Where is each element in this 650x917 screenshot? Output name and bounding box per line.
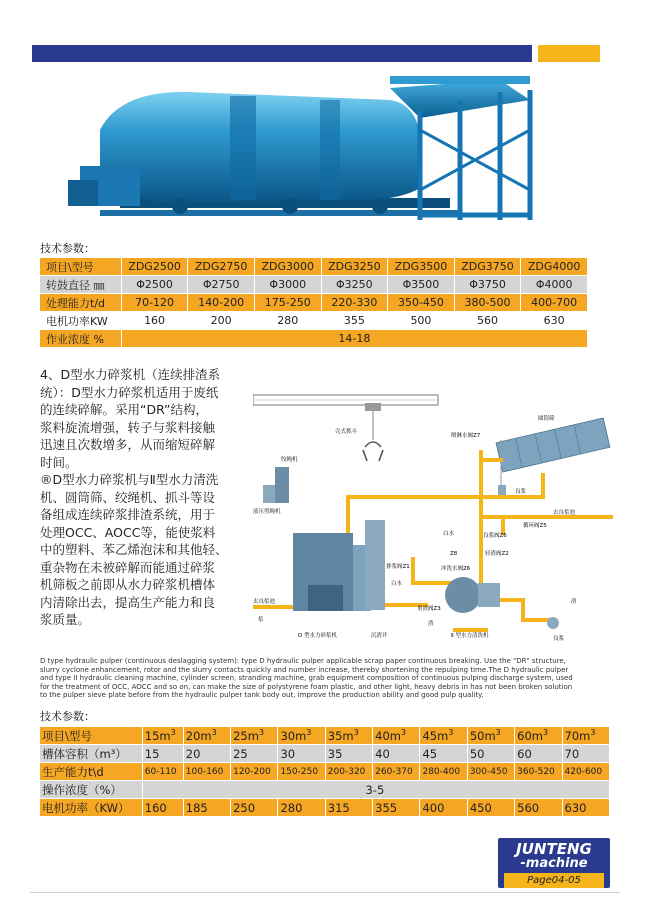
table-cell: $40m^3$ bbox=[373, 727, 420, 745]
label-white-water-2: 白水 bbox=[391, 581, 403, 587]
table-cell: 电机功率KW bbox=[40, 312, 121, 330]
table-cell: 70 bbox=[562, 745, 609, 763]
text-line: and type II hydraulic cleaning machine, cylinder screen, stranding machine, grab equipment composition of continuous pulping discharge system, used bbox=[40, 674, 573, 683]
description-cn bbox=[40, 366, 255, 629]
spec-table-d-pulper bbox=[40, 727, 610, 817]
text-line: 机筛板之前即从水力碎浆机槽体 bbox=[40, 577, 216, 592]
table-cell: 150-250 bbox=[278, 763, 325, 781]
table-cell: Φ4000 bbox=[521, 276, 588, 294]
label-slag-hopper: 液压剪绳机 bbox=[253, 509, 281, 515]
table-cell: 185 bbox=[183, 799, 230, 817]
table-cell: $50m^3$ bbox=[467, 727, 514, 745]
table-cell: 生产能力t\d bbox=[40, 763, 142, 781]
table-cell: 25 bbox=[231, 745, 278, 763]
text-line: 中的塑料、苯乙烯泡沫和其他轻、 bbox=[40, 542, 228, 557]
table-cell: $45m^3$ bbox=[420, 727, 467, 745]
table-cell: 15 bbox=[142, 745, 183, 763]
table-cell: ZDG3000 bbox=[254, 258, 321, 276]
table-cell: ZDG4000 bbox=[521, 258, 588, 276]
table-cell: 200-320 bbox=[325, 763, 372, 781]
table-cell: 560 bbox=[454, 312, 521, 330]
table-cell: $25m^3$ bbox=[231, 727, 278, 745]
table-cell: 140-200 bbox=[188, 294, 255, 312]
table-cell: 300-450 bbox=[467, 763, 514, 781]
table-row bbox=[40, 763, 610, 781]
table-cell: $70m^3$ bbox=[562, 727, 609, 745]
table-cell: $35m^3$ bbox=[325, 727, 372, 745]
table-row bbox=[40, 781, 610, 799]
table-cell: 560 bbox=[515, 799, 562, 817]
text-line: slurry cyclone enhancement, rotor and the slurry contacts quickly and number increase, thereby shortening the repulping time.The D hydraulic pulper bbox=[40, 665, 569, 674]
label-sediment: 沉渣井 bbox=[371, 633, 388, 639]
table-cell: ZDG3500 bbox=[388, 258, 455, 276]
table-cell: 操作浓度（%） bbox=[40, 781, 142, 799]
label-rinse-valve: 冲洗水阀Z6 bbox=[441, 566, 471, 572]
label-d-pulper: D 型水力碎浆机 bbox=[298, 633, 337, 639]
table-cell: 40 bbox=[373, 745, 420, 763]
text-line: 浆质量。 bbox=[40, 612, 91, 627]
table-cell: Φ2500 bbox=[121, 276, 188, 294]
table-cell: ZDG3750 bbox=[454, 258, 521, 276]
label-white-water: 白水 bbox=[443, 531, 455, 537]
drum-pulper-illustration bbox=[60, 70, 580, 238]
table-cell: Φ3500 bbox=[388, 276, 455, 294]
table-cell: ZDG2750 bbox=[188, 258, 255, 276]
table-cell: 60-110 bbox=[142, 763, 183, 781]
table-cell: 70-120 bbox=[121, 294, 188, 312]
footer-divider bbox=[30, 892, 620, 893]
table-cell: 280 bbox=[254, 312, 321, 330]
table-cell: 400 bbox=[420, 799, 467, 817]
table-cell: 315 bbox=[325, 799, 372, 817]
text-line: 内清除出去，提高生产能力和良 bbox=[40, 594, 216, 610]
table-cell: 220-330 bbox=[321, 294, 388, 312]
table-cell: ZDG3250 bbox=[321, 258, 388, 276]
table-cell: 500 bbox=[388, 312, 455, 330]
table-cell: 355 bbox=[321, 312, 388, 330]
table-cell: $30m^3$ bbox=[278, 727, 325, 745]
table-cell: 280 bbox=[278, 799, 325, 817]
table-cell: 160 bbox=[121, 312, 188, 330]
table-cell: 项目\型号 bbox=[40, 727, 142, 745]
table-cell: 400-700 bbox=[521, 294, 588, 312]
page-number: Page04-05 bbox=[504, 873, 604, 888]
table-header-row bbox=[40, 258, 588, 276]
table-cell: 60 bbox=[515, 745, 562, 763]
description-en bbox=[40, 657, 620, 700]
table-cell: 380-500 bbox=[454, 294, 521, 312]
table-cell: 槽体容积（m³） bbox=[40, 745, 142, 763]
text-line: 处理OCC、AOCC等，能使浆料 bbox=[40, 524, 216, 540]
table-cell: Φ3750 bbox=[454, 276, 521, 294]
text-line: 的连续碎解。采用“DR”结构， bbox=[40, 402, 208, 417]
table-cell: 350-450 bbox=[388, 294, 455, 312]
label-spray-valve: 喷淋水阀Z7 bbox=[451, 433, 481, 439]
table-cell: $60m^3$ bbox=[515, 727, 562, 745]
tech-params-label-1: 技术参数： bbox=[40, 242, 95, 255]
table-cell: 355 bbox=[373, 799, 420, 817]
label-slag: 渣 bbox=[571, 599, 577, 605]
table-cell: 420-600 bbox=[562, 763, 609, 781]
text-line: 重杂物在未被碎解而能通过碎浆 bbox=[40, 559, 216, 575]
table-cell: 360-520 bbox=[515, 763, 562, 781]
label-slag-2: 渣 bbox=[428, 621, 434, 627]
label-grab: 壳式抓斗 bbox=[335, 429, 358, 435]
table-row bbox=[40, 276, 588, 294]
table-cell: 50 bbox=[467, 745, 514, 763]
table-row bbox=[40, 312, 588, 330]
table-cell: 30 bbox=[278, 745, 325, 763]
table-cell: $15m^3$ bbox=[142, 727, 183, 745]
tech-params-label-2: 技术参数： bbox=[40, 710, 95, 723]
table-cell: 3-5 bbox=[142, 781, 609, 799]
label-to-screen: 去良浆池 bbox=[553, 510, 576, 516]
table-cell: Φ3250 bbox=[321, 276, 388, 294]
table-cell: Φ2750 bbox=[188, 276, 255, 294]
table-cell: 作业浓度 % bbox=[40, 330, 121, 348]
label-z8: Z8 bbox=[450, 551, 458, 557]
label-heavy-valve: 重渣阀Z3 bbox=[417, 606, 441, 612]
label-good-valve: 良浆阀Z6 bbox=[483, 533, 507, 539]
table-cell: $20m^3$ bbox=[183, 727, 230, 745]
text-line: 备组成连续碎浆排渣系统，用于 bbox=[40, 507, 216, 522]
table-cell: 100-160 bbox=[183, 763, 230, 781]
table-row bbox=[40, 330, 588, 348]
table-cell: 160 bbox=[142, 799, 183, 817]
table-cell: 200 bbox=[188, 312, 255, 330]
label-pulp-valve: 排浆阀Z1 bbox=[386, 564, 410, 570]
table-cell: 45 bbox=[420, 745, 467, 763]
table-cell: 250 bbox=[231, 799, 278, 817]
text-line: ®D型水力碎浆机与Ⅱ型水力清洗 bbox=[40, 472, 219, 487]
text-line: 4、D型水力碎浆机（连续排渣系 bbox=[40, 367, 221, 382]
table-cell: 处理能力t/d bbox=[40, 294, 121, 312]
label-light-valve: 轻渣阀Z2 bbox=[485, 551, 509, 557]
text-line: 浆料旋流增强，转子与浆料接触 bbox=[40, 419, 216, 435]
spec-table-drum bbox=[40, 258, 588, 348]
logo-line-2: -machine bbox=[520, 856, 588, 871]
text-line: to the pulper sieve plate before from the hydraulic pulper tank body out, improve the production ability and good pulp quality. bbox=[40, 691, 484, 700]
table-cell: ZDG2500 bbox=[121, 258, 188, 276]
label-pulp: 浆 bbox=[258, 617, 264, 623]
label-winder: 绞绳机 bbox=[281, 457, 298, 463]
table-cell: 电机功率（KW） bbox=[40, 799, 142, 817]
table-row bbox=[40, 294, 588, 312]
label-from-good: 去良浆池 bbox=[253, 599, 276, 605]
top-bar-blue bbox=[32, 45, 532, 62]
label-good-pulp-1: 良浆 bbox=[515, 489, 527, 495]
table-cell: 630 bbox=[562, 799, 609, 817]
table-cell: 630 bbox=[521, 312, 588, 330]
table-row bbox=[40, 745, 610, 763]
text-line: 时间。 bbox=[40, 454, 78, 470]
table-cell: 260-370 bbox=[373, 763, 420, 781]
text-line: for the treatment of OCC, AOCC and so on, can make the size of polystyrene foam plastic, and other light, heavy debris in has not been broken solution bbox=[40, 682, 573, 691]
table-cell: 35 bbox=[325, 745, 372, 763]
table-cell: 120-200 bbox=[231, 763, 278, 781]
table-cell: 项目\型号 bbox=[40, 258, 121, 276]
table-cell: 450 bbox=[467, 799, 514, 817]
table-header-row bbox=[40, 727, 610, 745]
label-recirc-valve: 循环阀Z5 bbox=[523, 523, 547, 529]
table-cell: 转鼓直径 ㎜ bbox=[40, 276, 121, 294]
text-line: 迅速且次数增多，从而缩短碎解 bbox=[40, 437, 216, 452]
table-cell: 280-400 bbox=[420, 763, 467, 781]
label-good-out: 良浆 bbox=[553, 636, 565, 642]
label-screen: 圆筒筛 bbox=[538, 416, 555, 422]
logo-line-1: JUNTENG bbox=[516, 840, 592, 858]
table-cell: Φ3000 bbox=[254, 276, 321, 294]
table-row bbox=[40, 799, 610, 817]
text-line: 统）：D型水力碎浆机适用于废纸 bbox=[40, 384, 219, 400]
label-cleaner: Ⅱ 型水力清洗机 bbox=[451, 633, 489, 639]
process-flow-diagram bbox=[253, 385, 618, 645]
table-cell: 14-18 bbox=[121, 330, 587, 348]
table-cell: 175-250 bbox=[254, 294, 321, 312]
text-line: D type hydraulic pulper (continuous deslagging system): type D hydraulic pulper applicable scrap paper continuous breaking. Use the "DR" structure, bbox=[40, 657, 566, 665]
table-cell: 20 bbox=[183, 745, 230, 763]
top-bar-yellow bbox=[538, 45, 600, 62]
text-line: 机、圆筒筛、绞绳机、抓斗等设 bbox=[40, 489, 216, 505]
